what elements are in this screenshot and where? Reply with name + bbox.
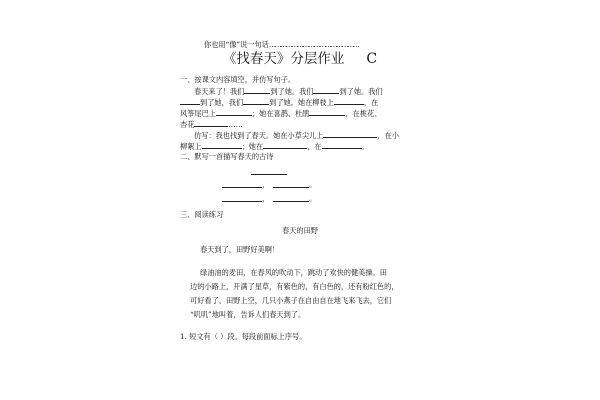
s1-p2-l1-text-a: 仿写：我也找到了春天。她在小草尖儿上 — [194, 131, 324, 140]
s1-p2-line1 — [194, 130, 399, 141]
passage-para2-line2: 边的小路上，开满了星草，有紫色的，有白色的，还有粉红色的， — [190, 282, 399, 291]
poem-period: 。 — [309, 194, 317, 203]
top-prompt — [204, 40, 358, 50]
passage-para2-line1: 绿油油的麦田，在春风的吹动下，跳动了欢快的健美操。田 — [200, 268, 387, 277]
poem-period: 。 — [309, 180, 317, 189]
fill-blank[interactable] — [313, 86, 339, 94]
s1-p2-l2-text-b: ；她在 — [241, 142, 264, 151]
s1-p1-l1-text-b: 到了她。我们 — [270, 87, 314, 96]
fill-blank[interactable] — [323, 130, 377, 138]
passage-para2-line4: “叽叽”地叫着，告诉人们春天到了。 — [190, 310, 306, 319]
worksheet-title — [0, 50, 600, 68]
s1-p1-l1-text-a: 春天来了！我们 — [194, 87, 245, 96]
passage-para1: 春天到了，田野好美啊！ — [200, 245, 280, 254]
top-prompt-text: 你也用“像”说一句话 — [204, 40, 269, 49]
fill-blank[interactable] — [244, 86, 270, 94]
s1-p1-l4-text-b: …… — [228, 120, 243, 129]
s1-p1-l4-text-a: 杏花 — [180, 120, 195, 129]
section1-heading: 一、按课文内容填空，并仿写句子。 — [180, 75, 296, 84]
s1-p1-line4 — [180, 119, 243, 130]
fill-blank[interactable] — [322, 141, 362, 149]
fill-blank[interactable] — [180, 97, 200, 105]
s1-p1-l3-text-b: ；她在喜鹊、杜鹃 — [251, 109, 310, 118]
s1-p1-l3-text-a: 风筝尾巴上 — [180, 109, 216, 118]
fill-blank[interactable] — [216, 108, 252, 116]
section3-heading: 三、阅读练习 — [180, 210, 224, 219]
s1-p1-l2-text-c: ，在 — [363, 98, 379, 107]
poem-comma: ， — [262, 180, 270, 189]
poem-line-blank[interactable] — [222, 201, 262, 202]
s1-p2-l2-text-c: ，在 — [307, 142, 322, 151]
poem-line-blank[interactable] — [273, 201, 309, 202]
s1-p2-l1-text-b: ，在小 — [377, 131, 399, 140]
passage-para2-line3: 可好看了。田野上空，几只小燕子在自由自在地飞来飞去，它们 — [190, 296, 392, 305]
s1-p1-l1-text-c: 到了她。我们 — [339, 87, 383, 96]
fill-blank[interactable] — [194, 119, 228, 127]
fill-blank[interactable] — [309, 108, 345, 116]
s1-p1-line1 — [194, 86, 383, 97]
s1-p1-line2 — [180, 97, 378, 108]
title-main: 《找春天》分层作业 — [222, 51, 345, 67]
s1-p1-l3-text-c: ，在桃花、 — [345, 109, 382, 118]
s1-p2-line2 — [180, 141, 369, 152]
section2-heading: 二、默写一首描写春天的古诗 — [180, 152, 274, 161]
fill-blank[interactable] — [202, 141, 242, 149]
s1-p1-l2-text-b: 到了她。她在柳枝上 — [269, 98, 334, 107]
poem-line-blank[interactable] — [273, 187, 309, 188]
s1-p1-l2-text-a: 到了她，我们 — [200, 98, 244, 107]
poem-comma: ， — [262, 194, 270, 203]
s1-p1-line3 — [180, 108, 381, 119]
fill-blank[interactable] — [243, 97, 269, 105]
poem-title-blank[interactable] — [251, 174, 287, 175]
fill-blank[interactable] — [334, 97, 364, 105]
poem-line-blank[interactable] — [222, 187, 262, 188]
passage-title: 春天的田野 — [282, 226, 318, 235]
top-prompt-dashes: ………………………………………… — [268, 40, 359, 49]
s1-p2-l2-text-a: 柳絮上 — [180, 142, 202, 151]
question-1: 1. 短文有（ ）段。每段前面标上序号。 — [180, 332, 307, 341]
fill-blank[interactable] — [263, 141, 307, 149]
title-grade: C — [366, 51, 378, 67]
s1-p2-l2-period: 。 — [361, 142, 369, 151]
